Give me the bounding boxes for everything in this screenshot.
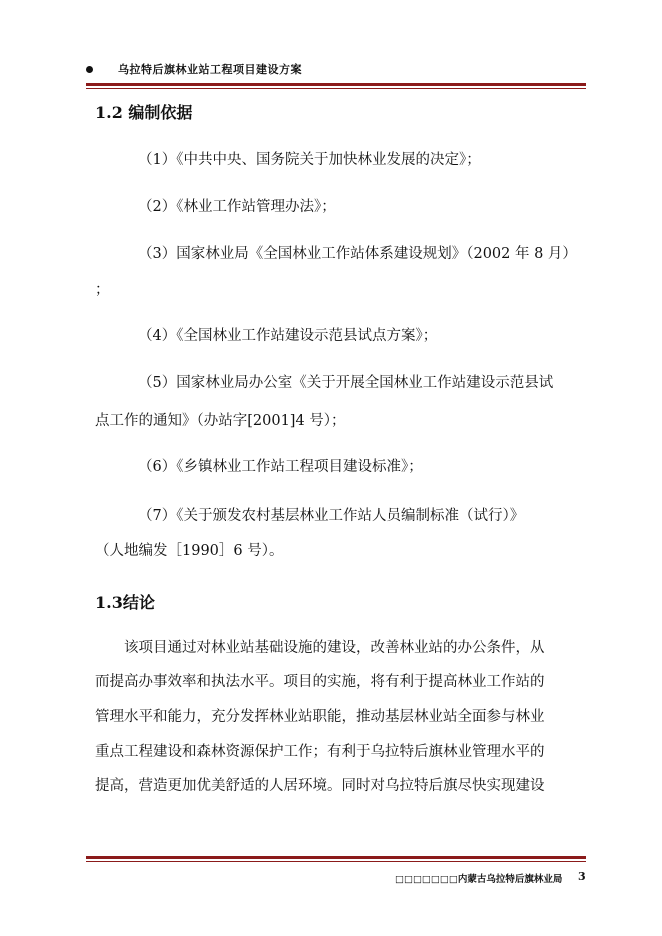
footer-divider	[86, 856, 586, 859]
conclusion-line-3: 管理水平和能力，充分发挥林业站职能，推动基层林业站全面参与林业	[95, 709, 545, 725]
conclusion-line-4: 重点工程建设和森林资源保护工作；有利于乌拉特后旗林业管理水平的	[95, 744, 545, 760]
header-divider	[86, 83, 586, 86]
basis-item-7-continuation: （人地编发［1990］6 号）。	[95, 543, 284, 559]
page-header	[86, 60, 586, 80]
footer-organization: □□□□□□□内蒙古乌拉特后旗林业局	[395, 874, 563, 885]
conclusion-line-2: 而提高办事效率和执法水平。项目的实施，将有利于提高林业工作站的	[95, 674, 545, 690]
header-divider-thin	[86, 88, 586, 89]
basis-item-5: （5）国家林业局办公室《关于开展全国林业工作站建设示范县试	[138, 375, 554, 391]
basis-item-6: （6）《乡镇林业工作站工程项目建设标准》；	[138, 459, 423, 475]
basis-item-2: （2）《林业工作站管理办法》；	[138, 199, 336, 215]
header-title: 乌拉特后旗林业站工程项目建设方案	[118, 63, 302, 76]
basis-item-1: （1）《中共中央、国务院关于加快林业发展的决定》；	[138, 152, 481, 168]
basis-item-5-continuation: 点工作的通知》（办站字[2001]4 号）；	[95, 413, 346, 429]
footer-divider-thin	[86, 861, 586, 862]
section-heading-basis: 1.2 编制依据	[95, 103, 193, 122]
basis-item-7: （7）《关于颁发农村基层林业工作站人员编制标准（试行）》	[138, 508, 525, 524]
bullet-icon	[86, 66, 93, 73]
conclusion-line-1: 该项目通过对林业站基础设施的建设，改善林业站的办公条件，从	[124, 640, 545, 656]
section-heading-conclusion: 1.3结论	[95, 593, 155, 612]
page-number: 3	[578, 870, 586, 883]
conclusion-line-5: 提高，营造更加优美舒适的人居环境。同时对乌拉特后旗尽快实现建设	[95, 778, 545, 794]
basis-item-4: （4）《全国林业工作站建设示范县试点方案》；	[138, 328, 438, 344]
basis-item-3-continuation: ；	[95, 282, 110, 298]
basis-item-3: （3）国家林业局《全国林业工作站体系建设规划》（2002 年 8 月）	[138, 246, 577, 262]
